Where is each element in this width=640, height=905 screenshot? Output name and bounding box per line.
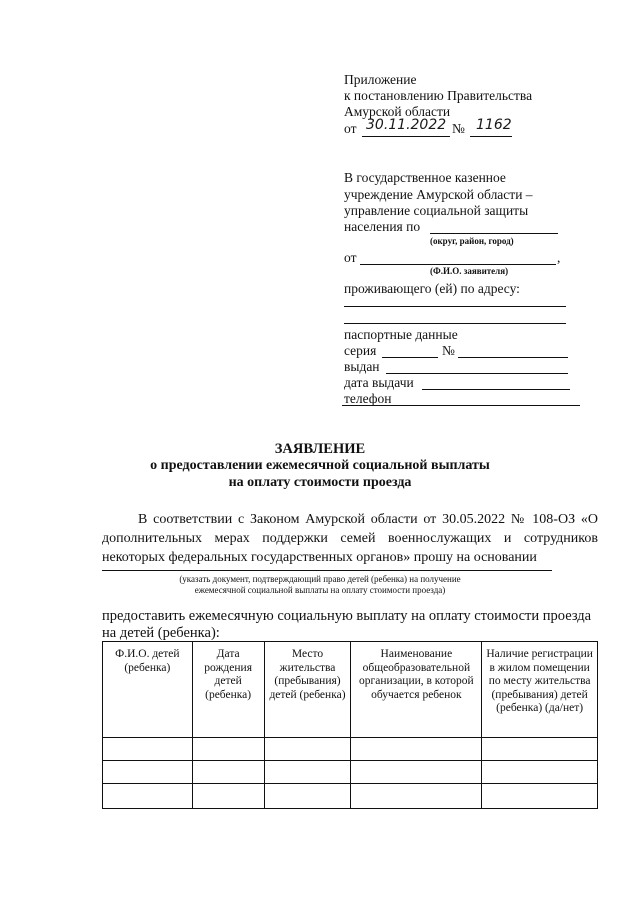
number-underline — [470, 136, 512, 137]
table-cell[interactable] — [192, 784, 264, 809]
phone-field-line — [342, 405, 580, 406]
addressee-line-1: В государственное казенное — [344, 170, 506, 185]
addressee-line-2: учреждение Амурской области – — [344, 187, 533, 202]
table-cell[interactable] — [103, 784, 193, 809]
header-child-name: Ф.И.О. детей (ребенка) — [103, 642, 193, 738]
request-line-2: на детей (ребенка): — [102, 625, 220, 641]
header-birth-date: Дата рождения детей (ребенка) — [192, 642, 264, 738]
document-title: ЗАЯВЛЕНИЕ — [274, 441, 366, 457]
series-field-line — [382, 357, 438, 358]
table-cell[interactable] — [264, 738, 351, 761]
request-line-1: предоставить ежемесячную социальную выплату на оплату стоимости проезда — [102, 608, 592, 624]
table-cell[interactable] — [264, 784, 351, 809]
table-cell[interactable] — [103, 761, 193, 784]
from-label: от — [344, 250, 357, 265]
passport-number-line — [458, 357, 568, 358]
handwritten-date: 30.11.2022 — [366, 117, 447, 133]
table-cell[interactable] — [264, 761, 351, 784]
header-residence: Место жительства (пребывания) детей (ребенка) — [264, 642, 351, 738]
table-header-row — [103, 642, 598, 738]
table-row — [103, 738, 598, 761]
table-row — [103, 784, 598, 809]
resolution-line: к постановлению Правительства — [344, 88, 533, 103]
applicant-name-line — [360, 264, 556, 265]
phone-label: телефон — [344, 391, 392, 406]
passport-label: паспортные данные — [344, 327, 458, 342]
handwritten-number: 1162 — [476, 117, 512, 133]
series-number-sign: № — [442, 343, 455, 358]
table-cell[interactable] — [482, 784, 598, 809]
applicant-name-hint: (Ф.И.О. заявителя) — [430, 266, 509, 276]
number-sign: № — [452, 121, 465, 136]
document-basis-hint-2: ежемесячной социальной выплаты на оплату стоимости проезда) — [194, 585, 446, 595]
table-cell[interactable] — [351, 738, 482, 761]
table-cell[interactable] — [351, 784, 482, 809]
addressee-line-3: управление социальной защиты — [344, 203, 529, 218]
table-cell[interactable] — [482, 738, 598, 761]
document-subtitle-1: о предоставлении ежемесячной социальной выплаты — [150, 458, 490, 473]
residing-label: проживающего (ей) по адресу: — [344, 281, 520, 296]
appendix-label: Приложение — [344, 72, 417, 87]
issue-date-label: дата выдачи — [344, 375, 414, 390]
table-cell[interactable] — [192, 761, 264, 784]
document-basis-hint-1: (указать документ, подтверждающий право детей (ребенка) на получение — [179, 574, 461, 584]
series-label: серия — [344, 343, 377, 358]
issued-field-line — [386, 373, 568, 374]
district-hint: (округ, район, город) — [430, 236, 514, 246]
date-underline — [362, 136, 450, 137]
region-line: Амурской области — [344, 104, 451, 119]
addressee-line-4: населения по — [344, 219, 421, 234]
body-paragraph: В соответствии с Законом Амурской области от 30.05.2022 № 108-ОЗ «О дополнительных мерах поддержки семей военнослужащих и сотрудников некоторых федеральных государственных органов» прошу на основании — [102, 512, 598, 565]
issue-date-line — [422, 389, 570, 390]
date-prefix: от — [344, 121, 357, 136]
table-cell[interactable] — [351, 761, 482, 784]
comma: , — [557, 250, 561, 265]
header-school: Наименование общеобразовательной организации, в которой обучается ребенок — [351, 642, 482, 738]
document-basis-line — [102, 570, 552, 571]
address-line-2 — [344, 323, 566, 324]
table-cell[interactable] — [482, 761, 598, 784]
table-row — [103, 761, 598, 784]
district-field-line — [430, 233, 558, 234]
table-cell[interactable] — [103, 738, 193, 761]
children-table — [102, 641, 598, 809]
address-line-1 — [344, 306, 566, 307]
document-subtitle-2: на оплату стоимости проезда — [228, 475, 412, 490]
table-cell[interactable] — [192, 738, 264, 761]
header-registration: Наличие регистрации в жилом помещении по месту жительства (пребывания) детей (ребенка) (да/нет) — [482, 642, 598, 738]
issued-label: выдан — [344, 359, 380, 374]
